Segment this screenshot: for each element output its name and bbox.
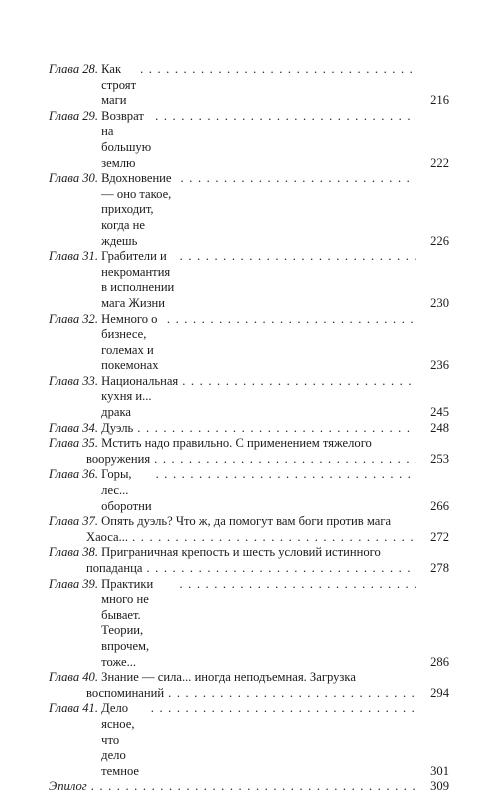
page-number: 286 — [430, 654, 449, 669]
toc-entry — [49, 670, 449, 701]
chapter-title: Грабители и некромантия в исполнении мага Жизни — [101, 249, 175, 310]
toc-entry — [49, 467, 449, 514]
dot-leader — [91, 779, 416, 795]
page-number: 278 — [430, 561, 449, 575]
chapter-title: Как строят маги — [101, 62, 137, 108]
chapter-title: Национальная кухня и... драка — [101, 373, 179, 420]
toc-entry-line — [49, 436, 419, 452]
chapter-number: Глава 33. — [49, 373, 99, 388]
toc-entry-line — [49, 686, 419, 702]
toc-entry-line — [49, 514, 419, 530]
chapter-title: Приграничная крепость и шесть условий истинного — [101, 545, 381, 560]
chapter-number: Глава 39. — [49, 576, 99, 591]
page-number: 253 — [430, 451, 449, 466]
chapter-title: Горы, лес... оборотни — [101, 467, 152, 513]
toc-entry — [49, 312, 449, 374]
toc-entry-line — [49, 249, 419, 311]
chapter-title: Возврат на большую землю — [101, 108, 152, 170]
dot-leader — [140, 62, 416, 78]
chapter-title: Хаоса... — [86, 529, 129, 544]
page-number: 222 — [430, 155, 449, 170]
toc-entry-line — [49, 62, 419, 109]
toc-entry-line — [49, 701, 419, 779]
toc-entry — [49, 701, 449, 779]
chapter-number: Глава 32. — [49, 311, 99, 326]
chapter-title: воспоминаний — [86, 685, 165, 700]
toc-entry-line — [49, 374, 419, 421]
chapter-number: Глава 28. — [49, 62, 99, 76]
chapter-number: Глава 29. — [49, 108, 99, 123]
toc-entry — [49, 545, 449, 576]
toc-entry — [49, 62, 449, 109]
toc-entry-line — [49, 452, 419, 468]
dot-leader — [155, 109, 416, 125]
dot-leader — [132, 530, 416, 546]
toc-entry-line — [49, 109, 419, 171]
chapter-title: Дуэль — [101, 420, 134, 435]
chapter-title: Мстить надо правильно. С применением тяжелого — [101, 436, 372, 451]
dot-leader — [154, 452, 416, 468]
dot-leader — [181, 171, 416, 187]
page-number: 226 — [430, 233, 449, 248]
toc-entry — [49, 779, 449, 795]
table-of-contents — [49, 62, 449, 795]
toc-entry — [49, 421, 449, 437]
chapter-number: Глава 34. — [49, 420, 99, 435]
page-number: 294 — [430, 685, 449, 700]
toc-entry-line — [49, 779, 419, 795]
chapter-number: Глава 41. — [49, 701, 99, 716]
toc-entry — [49, 436, 449, 467]
chapter-number: Глава 38. — [49, 545, 99, 560]
toc-entry-line — [49, 530, 419, 546]
chapter-number: Глава 40. — [49, 670, 99, 685]
page-number: 236 — [430, 358, 449, 373]
chapter-title: Немного о бизнесе, големах и покемонах — [101, 311, 159, 373]
dot-leader — [137, 421, 416, 437]
chapter-number: Глава 37. — [49, 514, 99, 529]
dot-leader — [180, 249, 416, 265]
dot-leader — [179, 577, 416, 593]
dot-leader — [182, 374, 416, 390]
toc-entry-line — [49, 561, 419, 577]
toc-entry — [49, 514, 449, 545]
dot-leader — [168, 686, 416, 702]
page-number: 248 — [430, 420, 449, 435]
page-number: 301 — [430, 763, 449, 778]
chapter-number: Глава 35. — [49, 436, 99, 451]
chapter-title: Знание — сила... иногда неподъемная. Загрузка — [101, 670, 356, 685]
page-number: 272 — [430, 529, 449, 544]
chapter-title: вооружения — [86, 451, 151, 466]
page-number: 216 — [430, 93, 449, 108]
toc-entry — [49, 374, 449, 421]
toc-entry-line — [49, 312, 419, 374]
toc-entry — [49, 171, 449, 249]
chapter-title: Практики много не бывает. Теории, впрочем, тоже... — [101, 576, 154, 669]
chapter-number: Глава 30. — [49, 171, 99, 186]
chapter-number: Глава 31. — [49, 249, 99, 264]
toc-entry-line — [49, 545, 419, 561]
page-number: 230 — [430, 295, 449, 310]
page-number: 266 — [430, 498, 449, 513]
toc-entry — [49, 109, 449, 171]
toc-entry-line — [49, 670, 419, 686]
toc-entry-line — [49, 421, 419, 437]
toc-entry-line — [49, 171, 419, 249]
toc-entry — [49, 577, 449, 671]
toc-entry — [49, 249, 449, 311]
dot-leader — [156, 467, 416, 483]
chapter-title: Дело ясное, что дело темное — [101, 701, 140, 778]
toc-entry-line — [49, 577, 419, 671]
dot-leader — [167, 312, 416, 328]
chapter-number: Глава 36. — [49, 467, 99, 482]
chapter-title: попаданца — [86, 561, 143, 575]
chapter-number: Эпилог — [49, 779, 87, 794]
chapter-title: Вдохновение — оно такое, приходит, когда не ждешь — [101, 171, 172, 248]
page-number: 245 — [430, 405, 449, 420]
toc-entry-line — [49, 467, 419, 514]
chapter-title: Опять дуэль? Что ж, да помогут вам боги против мага — [101, 514, 392, 529]
dot-leader — [146, 561, 416, 577]
page-number: 309 — [430, 779, 449, 794]
dot-leader — [151, 701, 416, 717]
